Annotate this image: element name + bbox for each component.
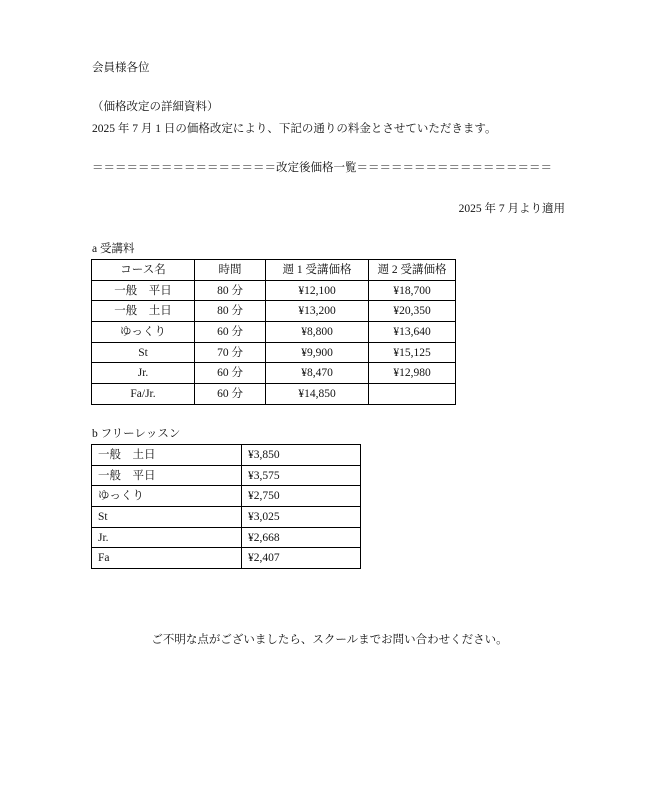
weekly-1-price-cell: ¥8,470 xyxy=(266,363,369,384)
table-row xyxy=(92,322,456,343)
duration-cell: 80 分 xyxy=(195,280,266,301)
course-name-cell: 一般 平日 xyxy=(92,280,195,301)
lesson-course-cell: ゆっくり xyxy=(92,486,242,507)
lesson-course-cell: Fa xyxy=(92,548,242,569)
lesson-course-cell: St xyxy=(92,507,242,528)
divider-title: 改定後価格一覧 xyxy=(276,162,357,174)
addressee-line: 会員様各位 xyxy=(92,62,150,74)
duration-cell: 80 分 xyxy=(195,301,266,322)
lesson-course-cell: 一般 平日 xyxy=(92,465,242,486)
weekly-1-price-cell: ¥12,100 xyxy=(266,280,369,301)
closing-note: ご不明な点がございましたら、スクールまでお問い合わせください。 xyxy=(151,634,508,646)
table-row xyxy=(92,548,361,569)
table-row xyxy=(92,363,456,384)
lesson-price-cell: ¥2,750 xyxy=(242,486,361,507)
divider-left-rule: ＝＝＝＝＝＝＝＝＝＝＝＝＝＝＝＝ xyxy=(92,162,276,174)
weekly-1-price-cell: ¥14,850 xyxy=(266,384,369,405)
table-row xyxy=(92,301,456,322)
table-row xyxy=(92,280,456,301)
lesson-price-cell: ¥3,025 xyxy=(242,507,361,528)
table-row xyxy=(92,342,456,363)
course-name-cell: St xyxy=(92,342,195,363)
column-header-duration: 時間 xyxy=(195,260,266,281)
section-label-free-lesson: b フリーレッスン xyxy=(92,428,181,440)
lesson-price-cell: ¥2,407 xyxy=(242,548,361,569)
table-row xyxy=(92,384,456,405)
duration-cell: 60 分 xyxy=(195,322,266,343)
weekly-2-price-cell: ¥18,700 xyxy=(369,280,456,301)
section-divider xyxy=(92,160,552,176)
duration-cell: 60 分 xyxy=(195,384,266,405)
duration-cell: 70 分 xyxy=(195,342,266,363)
course-name-cell: Jr. xyxy=(92,363,195,384)
column-header-weekly-1-price: 週 1 受講価格 xyxy=(266,260,369,281)
lesson-price-cell: ¥2,668 xyxy=(242,527,361,548)
weekly-2-price-cell: ¥13,640 xyxy=(369,322,456,343)
table-row xyxy=(92,465,361,486)
weekly-2-price-cell: ¥12,980 xyxy=(369,363,456,384)
free-lesson-price-table xyxy=(91,444,361,569)
lesson-course-cell: 一般 土日 xyxy=(92,445,242,466)
duration-cell: 60 分 xyxy=(195,363,266,384)
course-name-cell: 一般 土日 xyxy=(92,301,195,322)
weekly-1-price-cell: ¥9,900 xyxy=(266,342,369,363)
table-row xyxy=(92,486,361,507)
tuition-price-table xyxy=(91,259,456,405)
price-revision-notice: 2025 年 7 月 1 日の価格改定により、下記の通りの料金とさせていただきます。 xyxy=(92,123,497,135)
table-row xyxy=(92,507,361,528)
divider-right-rule: ＝＝＝＝＝＝＝＝＝＝＝＝＝＝＝＝＝ xyxy=(356,162,552,174)
lesson-price-cell: ¥3,575 xyxy=(242,465,361,486)
section-label-tuition: a 受講料 xyxy=(92,243,135,255)
course-name-cell: ゆっくり xyxy=(92,322,195,343)
effective-date: 2025 年 7 月より適用 xyxy=(458,203,565,215)
weekly-2-price-cell xyxy=(369,384,456,405)
column-header-weekly-2-price: 週 2 受講価格 xyxy=(369,260,456,281)
lesson-course-cell: Jr. xyxy=(92,527,242,548)
weekly-2-price-cell: ¥20,350 xyxy=(369,301,456,322)
weekly-2-price-cell: ¥15,125 xyxy=(369,342,456,363)
table-header-row xyxy=(92,260,456,281)
course-name-cell: Fa/Jr. xyxy=(92,384,195,405)
weekly-1-price-cell: ¥13,200 xyxy=(266,301,369,322)
table-row xyxy=(92,445,361,466)
table-row xyxy=(92,527,361,548)
document-subtitle: （価格改定の詳細資料） xyxy=(92,101,219,113)
lesson-price-cell: ¥3,850 xyxy=(242,445,361,466)
weekly-1-price-cell: ¥8,800 xyxy=(266,322,369,343)
column-header-course: コース名 xyxy=(92,260,195,281)
